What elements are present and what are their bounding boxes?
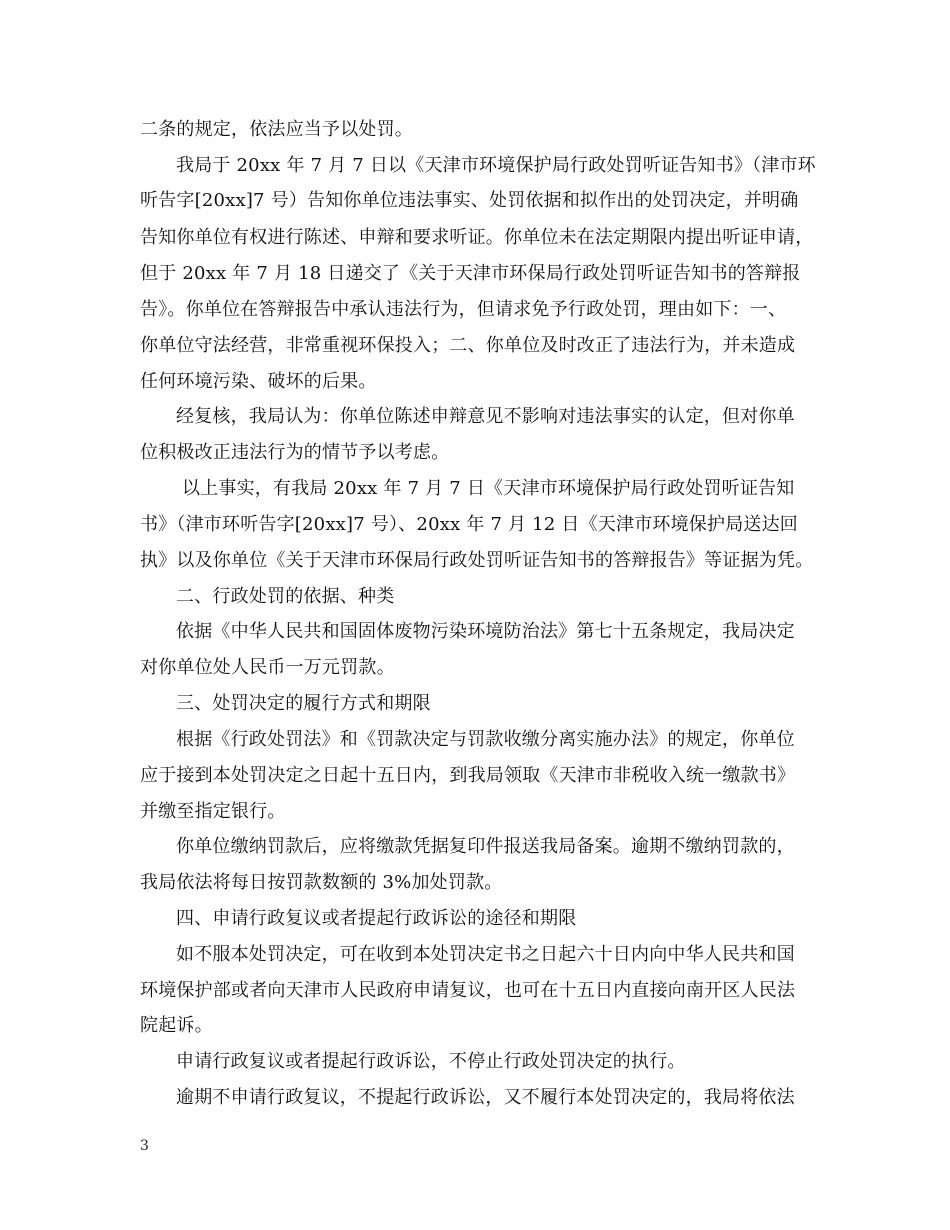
body-text-line: 听告字[20xx]7 号）告知你单位违法事实、处罚依据和拟作出的处罚决定，并明确 xyxy=(140,190,799,211)
body-text-line: 你单位守法经营，非常重视环保投入；二、你单位及时改正了违法行为，并未造成 xyxy=(140,335,796,356)
body-text-line: 如不服本处罚决定，可在收到本处罚决定书之日起六十日内向中华人民共和国 xyxy=(176,944,795,965)
body-text-line: 二条的规定，依法应当予以处罚。 xyxy=(140,119,413,140)
body-text-line: 环境保护部或者向天津市人民政府申请复议，也可在十五日内直接向南开区人民法 xyxy=(140,980,796,1001)
body-text-line: 依据《中华人民共和国固体废物污染环境防治法》第七十五条规定，我局决定 xyxy=(176,621,795,642)
body-text-line: 你单位缴纳罚款后，应将缴款凭据复印件报送我局备案。逾期不缴纳罚款的， xyxy=(176,836,795,857)
body-text-line: 经复核，我局认为：你单位陈述申辩意见不影响对违法事实的认定，但对你单 xyxy=(176,406,795,427)
body-text-line: 根据《行政处罚法》和《罚款决定与罚款收缴分离实施办法》的规定，你单位 xyxy=(176,729,795,750)
body-text-line: 位积极改正违法行为的情节予以考虑。 xyxy=(140,442,450,463)
body-text-line: 我局于 20xx 年 7 月 7 日以《天津市环境保护局行政处罚听证告知书》（津市环 xyxy=(176,155,816,176)
section-heading: 三、处罚决定的履行方式和期限 xyxy=(176,693,431,714)
body-text-line: 并缴至指定银行。 xyxy=(140,801,286,822)
body-text-line: 书》（津市环听告字[20xx]7 号）、20xx 年 7 月 12 日《天津市环境保护局送达回 xyxy=(140,514,798,535)
body-text-line: 告》。你单位在答辩报告中承认违法行为，但请求免予行政处罚，理由如下：一、 xyxy=(140,299,787,320)
body-text-line: 对你单位处人民币一万元罚款。 xyxy=(140,657,395,678)
body-text-line: 以上事实，有我局 20xx 年 7 月 7 日《天津市环境保护局行政处罚听证告知 xyxy=(182,478,795,499)
body-text-line: 申请行政复议或者提起行政诉讼，不停止行政处罚决定的执行。 xyxy=(176,1051,686,1072)
body-text-line: 逾期不申请行政复议，不提起行政诉讼，又不履行本处罚决定的，我局将依法 xyxy=(176,1087,795,1108)
body-text-line: 执》以及你单位《关于天津市环保局行政处罚听证告知书的答辩报告》等证据为凭。 xyxy=(140,550,814,571)
page-number: 3 xyxy=(140,1138,149,1154)
body-text-line: 告知你单位有权进行陈述、申辩和要求听证。你单位未在法定期限内提出听证申请， xyxy=(140,227,814,248)
section-heading: 四、申请行政复议或者提起行政诉讼的途径和期限 xyxy=(176,908,577,929)
section-heading: 二、行政处罚的依据、种类 xyxy=(176,586,395,607)
body-text-line: 我局依法将每日按罚款数额的 3%加处罚款。 xyxy=(140,872,503,893)
body-text-line: 任何环境污染、破坏的后果。 xyxy=(140,371,377,392)
body-text-line: 应于接到本处罚决定之日起十五日内，到我局领取《天津市非税收入统一缴款书》 xyxy=(140,765,796,786)
body-text-line: 院起诉。 xyxy=(140,1015,213,1036)
body-text-line: 但于 20xx 年 7 月 18 日递交了《关于天津市环保局行政处罚听证告知书的答辩报 xyxy=(140,263,801,284)
